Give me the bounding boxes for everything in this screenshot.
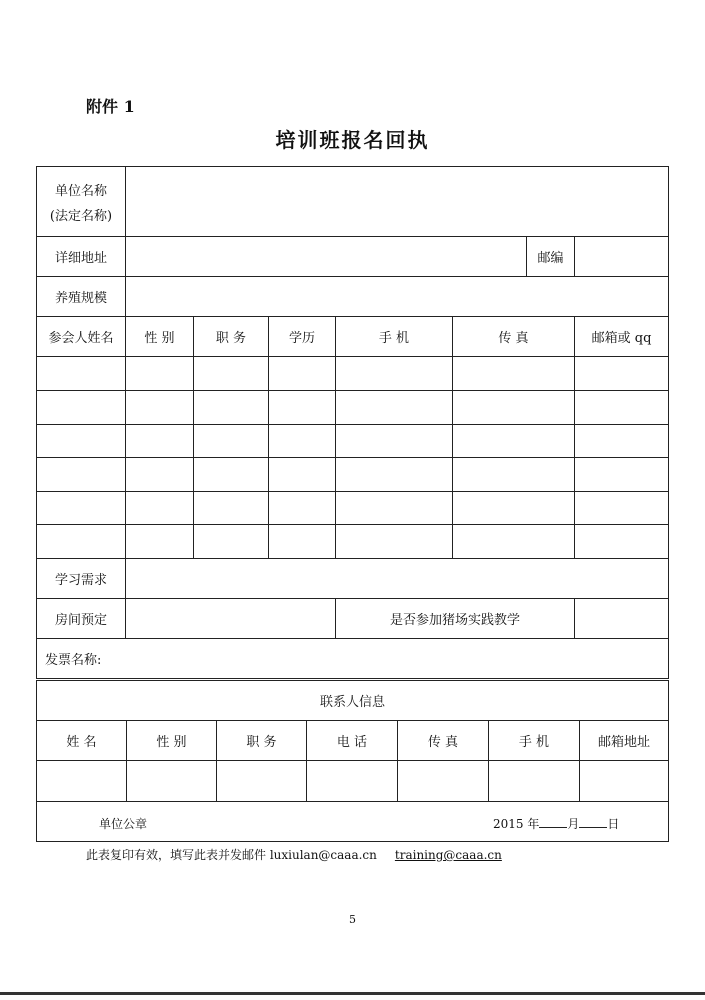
cell[interactable]	[575, 458, 669, 492]
cell[interactable]	[307, 761, 398, 802]
address-label: 详细地址	[37, 237, 126, 277]
attachment-label: 附件 1	[86, 97, 135, 116]
col-header: 电 话	[307, 721, 398, 761]
study-needs-field[interactable]	[126, 559, 669, 599]
cell[interactable]	[453, 391, 575, 425]
cell[interactable]	[269, 492, 336, 525]
contact-title: 联系人信息	[37, 681, 669, 721]
cell[interactable]	[269, 425, 336, 458]
bottom-divider	[0, 992, 705, 995]
col-header: 手 机	[336, 317, 453, 357]
cell[interactable]	[269, 458, 336, 492]
col-header: 性 别	[126, 317, 194, 357]
study-needs-label: 学习需求	[37, 559, 126, 599]
postcode-label: 邮编	[527, 237, 575, 277]
col-header: 学历	[269, 317, 336, 357]
page-number: 5	[349, 913, 356, 926]
practice-field[interactable]	[575, 599, 669, 639]
cell[interactable]	[336, 425, 453, 458]
cell[interactable]	[126, 425, 194, 458]
cell[interactable]	[336, 492, 453, 525]
cell[interactable]	[194, 391, 269, 425]
note-text: 此表复印有效，填写此表并发邮件 luxiulan@caaa.cn	[86, 848, 377, 862]
footer-note	[86, 846, 502, 863]
table-row	[37, 525, 669, 559]
seal-date-row	[37, 802, 669, 842]
cell[interactable]	[575, 391, 669, 425]
cell[interactable]	[127, 761, 217, 802]
cell[interactable]	[575, 492, 669, 525]
cell[interactable]	[194, 425, 269, 458]
col-header: 职 务	[194, 317, 269, 357]
cell[interactable]	[336, 525, 453, 559]
cell[interactable]	[453, 492, 575, 525]
cell[interactable]	[336, 391, 453, 425]
unit-name-label: 单位名称 (法定名称)	[37, 167, 126, 237]
col-header: 传 真	[453, 317, 575, 357]
page-title: 培训班报名回执	[275, 128, 430, 152]
cell[interactable]	[37, 458, 126, 492]
table-row	[37, 458, 669, 492]
cell[interactable]	[37, 525, 126, 559]
cell[interactable]	[336, 458, 453, 492]
training-email-link[interactable]: training@caaa.cn	[394, 848, 502, 862]
cell[interactable]	[194, 458, 269, 492]
cell[interactable]	[269, 391, 336, 425]
cell[interactable]	[575, 357, 669, 391]
invoice-label: 发票名称:	[37, 639, 669, 679]
cell[interactable]	[336, 357, 453, 391]
cell[interactable]	[37, 425, 126, 458]
col-header: 手 机	[489, 721, 580, 761]
col-header: 参会人姓名	[37, 317, 126, 357]
contact-header-row	[37, 721, 669, 761]
cell[interactable]	[194, 492, 269, 525]
cell[interactable]	[37, 391, 126, 425]
col-header: 传 真	[398, 721, 489, 761]
cell[interactable]	[194, 357, 269, 391]
table-row	[37, 425, 669, 458]
room-field[interactable]	[126, 599, 336, 639]
col-header: 姓 名	[37, 721, 127, 761]
cell[interactable]	[269, 525, 336, 559]
table-row	[37, 492, 669, 525]
room-label: 房间预定	[37, 599, 126, 639]
cell[interactable]	[37, 357, 126, 391]
table-row	[37, 761, 669, 802]
col-header: 性 别	[127, 721, 217, 761]
cell[interactable]	[126, 525, 194, 559]
cell[interactable]	[580, 761, 669, 802]
cell[interactable]	[575, 525, 669, 559]
col-header: 邮箱地址	[580, 721, 669, 761]
cell[interactable]	[126, 492, 194, 525]
month-blank[interactable]	[539, 816, 567, 828]
registration-table	[36, 166, 669, 679]
cell[interactable]	[217, 761, 307, 802]
cell[interactable]	[398, 761, 489, 802]
col-header: 职 务	[217, 721, 307, 761]
cell[interactable]	[489, 761, 580, 802]
cell[interactable]	[37, 761, 127, 802]
cell[interactable]	[575, 425, 669, 458]
practice-label: 是否参加猪场实践教学	[336, 599, 575, 639]
unit-name-field[interactable]	[126, 167, 669, 237]
date-line: 2015 年 月 日	[493, 817, 620, 831]
participants-header-row	[37, 317, 669, 357]
cell[interactable]	[126, 458, 194, 492]
seal-label: 单位公章	[99, 817, 148, 831]
table-row	[37, 391, 669, 425]
table-row	[37, 357, 669, 391]
cell[interactable]	[453, 425, 575, 458]
contact-table	[36, 680, 669, 842]
postcode-field[interactable]	[575, 237, 669, 277]
cell[interactable]	[194, 525, 269, 559]
day-blank[interactable]	[579, 816, 607, 828]
cell[interactable]	[453, 458, 575, 492]
address-field[interactable]	[126, 237, 527, 277]
cell[interactable]	[269, 357, 336, 391]
cell[interactable]	[453, 357, 575, 391]
cell[interactable]	[453, 525, 575, 559]
cell[interactable]	[37, 492, 126, 525]
cell[interactable]	[126, 357, 194, 391]
scale-label: 养殖规模	[37, 277, 126, 317]
col-header: 邮箱或 qq	[575, 317, 669, 357]
scale-field[interactable]	[126, 277, 669, 317]
cell[interactable]	[126, 391, 194, 425]
